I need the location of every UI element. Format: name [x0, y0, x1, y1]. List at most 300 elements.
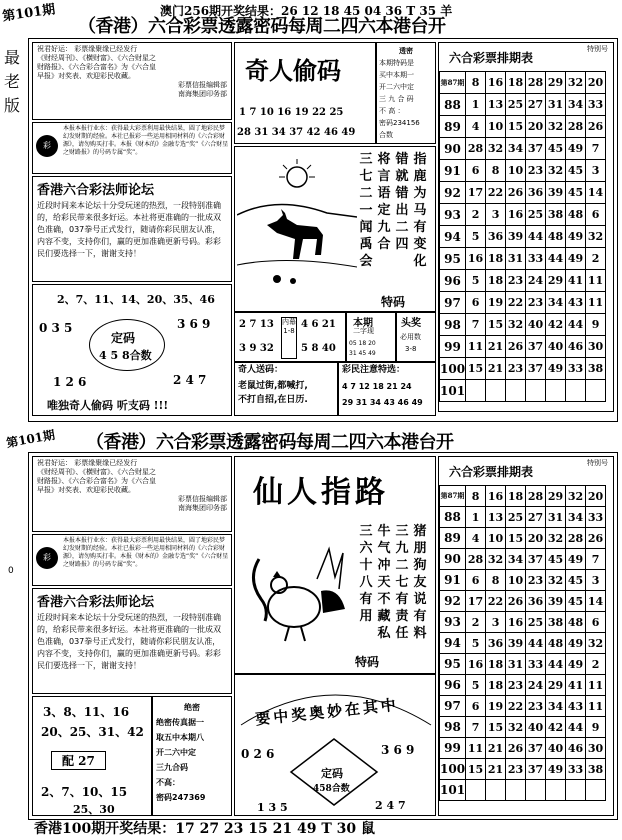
- rank-issue: 97: [440, 292, 466, 314]
- numbers-right: 3 6 9: [177, 317, 211, 331]
- rank-cell: 31: [546, 507, 566, 528]
- rank-row: [440, 358, 606, 380]
- rank-title: 六合彩票排期表: [449, 51, 534, 65]
- rank-cell: [466, 380, 486, 402]
- rank-row: [440, 549, 606, 570]
- rank-cell: [506, 380, 526, 402]
- rank-cell: 11: [466, 738, 486, 759]
- rank-issue: 101: [440, 780, 466, 801]
- rank-cell: 22: [506, 696, 526, 717]
- rank-issue: 88: [440, 94, 466, 116]
- greeting-line: 祝君好运： 彩票缘聚缘已经发行: [37, 45, 138, 53]
- rank-cell: 45: [546, 138, 566, 160]
- rank-cell: 29: [546, 270, 566, 292]
- notice-box: [32, 122, 232, 174]
- rank-cell: 38: [546, 204, 566, 226]
- left-nums: 3、8、11、16: [43, 705, 130, 719]
- rank-cell: 15: [486, 314, 506, 336]
- left-nums2: 2、7、10、15: [41, 785, 128, 799]
- rank-cell: 21: [486, 336, 506, 358]
- juemi-box: [152, 696, 232, 816]
- numbers-row1: 2、7、11、14、20、35、46: [57, 293, 215, 306]
- teji-line: 开二六中定: [379, 83, 414, 91]
- rank-row: [440, 72, 606, 94]
- bottom-greeting-box: [32, 456, 232, 532]
- rank-cell: 36: [526, 591, 546, 612]
- rank-cell: 20: [526, 528, 546, 549]
- bottom-headline: （香港）六合彩票透露密码每周二四六本港台开: [86, 432, 454, 453]
- bottom-notice-box: [32, 534, 232, 586]
- teji-box: [376, 42, 436, 144]
- greeting-line: 南海集团印务部: [178, 504, 227, 512]
- teji-line: 透密: [399, 47, 413, 55]
- rank-cell: 49: [566, 248, 586, 270]
- code-area: [234, 674, 436, 816]
- rank-row: [440, 717, 606, 738]
- rank-cell: 37: [526, 138, 546, 160]
- rank-row: [440, 570, 606, 591]
- rank-row: [440, 780, 606, 801]
- rank-row: [440, 314, 606, 336]
- rank-cell: 49: [566, 633, 586, 654]
- dm-bottom-right: 2 4 7: [375, 799, 406, 812]
- rank-cell: 23: [526, 160, 546, 182]
- rank-cell: 23: [526, 292, 546, 314]
- rank-cell: 36: [486, 633, 506, 654]
- top-corner-issue: 第101期: [1, 2, 57, 25]
- rank-cell: 27: [526, 94, 546, 116]
- rank-cell: 29: [546, 72, 566, 94]
- rank-cell: 45: [546, 549, 566, 570]
- bottom-corner-issue: 第101期: [5, 427, 56, 451]
- rank-cell: 29: [546, 675, 566, 696]
- teji-line: 本期特码是: [379, 59, 414, 67]
- poem-col: 错就错出二四: [395, 152, 409, 252]
- benqi-sub: 二字现: [353, 327, 374, 335]
- rank-table: [439, 71, 606, 402]
- secret-text2: 不打自招,在日历.: [238, 395, 308, 405]
- rank-cell: 7: [586, 549, 606, 570]
- rank-cell: 9: [586, 314, 606, 336]
- rank-cell: 26: [586, 116, 606, 138]
- rank-issue: 98: [440, 717, 466, 738]
- rank-cell: 3: [486, 612, 506, 633]
- juemi-line: 开二六中定: [156, 748, 196, 757]
- rank-cell: 23: [506, 270, 526, 292]
- rank-title: 六合彩票排期表: [449, 465, 534, 479]
- secret-box: [234, 362, 338, 416]
- rank-cell: 6: [466, 292, 486, 314]
- juemi-line: 密码247369: [156, 793, 206, 802]
- rank-row: [440, 160, 606, 182]
- rank-cell: 25: [526, 204, 546, 226]
- rank-cell: 26: [506, 182, 526, 204]
- caipiao-nums2: 29 31 34 43 46 49: [342, 398, 423, 407]
- rank-cell: 14: [586, 182, 606, 204]
- rank-cell: 33: [566, 358, 586, 380]
- greeting-box: [32, 42, 232, 120]
- teji-line: 合数: [379, 131, 393, 139]
- rank-issue: 100: [440, 759, 466, 780]
- rank-cell: 41: [566, 270, 586, 292]
- rank-cell: 23: [526, 696, 546, 717]
- rank-cell: 16: [466, 654, 486, 675]
- left-nums: 20、25、31、42: [41, 725, 144, 739]
- top-headline: （香港）六合彩票透露密码每周二四六本港台开: [78, 16, 446, 37]
- dm-value: 458合数: [313, 784, 350, 794]
- poem-col: 三七二一闻禹会: [359, 152, 373, 269]
- rank-cell: 45: [566, 570, 586, 591]
- qiren-nums1: 1 7 10 16 19 22 25: [239, 107, 344, 118]
- rank-cell: 33: [586, 507, 606, 528]
- rank-cell: 37: [526, 549, 546, 570]
- rank-cell: 6: [466, 696, 486, 717]
- rank-cell: 8: [466, 486, 486, 507]
- rank-issue: 90: [440, 549, 466, 570]
- rank-row: [440, 380, 606, 402]
- rank-cell: 34: [546, 292, 566, 314]
- rank-cell: 11: [586, 270, 606, 292]
- rank-cell: [486, 380, 506, 402]
- bottom-forum-box: [32, 588, 232, 694]
- rank-cell: 32: [586, 226, 606, 248]
- rank-row: [440, 204, 606, 226]
- rank-cell: 18: [506, 72, 526, 94]
- rank-cell: 2: [466, 612, 486, 633]
- rank-row: [440, 591, 606, 612]
- rank-cell: 44: [526, 633, 546, 654]
- poem-col: 牛气冲天不藏私: [377, 524, 391, 641]
- rank-cell: 1: [466, 94, 486, 116]
- rank-cell: 32: [566, 486, 586, 507]
- tema-label: 特码: [381, 295, 406, 309]
- rank-issue: 88: [440, 507, 466, 528]
- tema-label: 特码: [355, 655, 380, 669]
- rank-cell: 23: [506, 358, 526, 380]
- rank-cell: 31: [546, 94, 566, 116]
- rank-cell: 28: [466, 549, 486, 570]
- rank-cell: 5: [466, 226, 486, 248]
- rank-issue: 99: [440, 738, 466, 759]
- toujiang-label: 头奖: [401, 318, 421, 329]
- rank-issue: 99: [440, 336, 466, 358]
- rank-cell: 6: [466, 570, 486, 591]
- bottom-left-numbers: [32, 696, 152, 816]
- rank-cell: 19: [486, 696, 506, 717]
- benqi-label: 本期: [353, 318, 373, 329]
- rank-cell: [546, 780, 566, 801]
- dm-left: 0 2 6: [241, 747, 275, 761]
- rank-issue: 101: [440, 380, 466, 402]
- poem-col: 三九二七有责任: [395, 524, 409, 641]
- rank-issue: 89: [440, 528, 466, 549]
- lower-left-bot: 3 9 32: [239, 343, 274, 354]
- rank-cell: 10: [486, 528, 506, 549]
- rank-cell: 26: [506, 738, 526, 759]
- caipiao-box: [338, 362, 436, 416]
- rank-row: [440, 528, 606, 549]
- rank-cell: 39: [546, 591, 566, 612]
- rank-cell: 34: [566, 507, 586, 528]
- greeting-line: 早报》对奖表、欢迎彩民收藏。: [37, 486, 135, 494]
- rank-cell: 23: [506, 675, 526, 696]
- side-marker: 0: [8, 566, 14, 576]
- logo-icon: 彩: [36, 135, 58, 157]
- numbers-left: 0 3 5: [39, 321, 73, 335]
- side-label: 最老版: [4, 48, 21, 115]
- rank-cell: 32: [486, 549, 506, 570]
- rank-cell: 26: [586, 528, 606, 549]
- rank-cell: 39: [546, 182, 566, 204]
- qiren-title: 奇人偷码: [245, 56, 341, 85]
- rank-cell: 49: [546, 358, 566, 380]
- dm-right: 3 6 9: [381, 743, 415, 757]
- rank-issue: 96: [440, 675, 466, 696]
- secret-label: 奇人送码：: [238, 365, 284, 375]
- rank-cell: 39: [506, 633, 526, 654]
- rank-cell: 15: [466, 358, 486, 380]
- rank-cell: 48: [546, 633, 566, 654]
- rank-cell: 17: [466, 182, 486, 204]
- rank-cell: 32: [546, 570, 566, 591]
- greeting-line: 彩票信报编辑部: [178, 495, 227, 503]
- rank-cell: 40: [546, 336, 566, 358]
- rank-cell: 22: [506, 292, 526, 314]
- rank-cell: 32: [486, 138, 506, 160]
- rank-cell: 32: [566, 72, 586, 94]
- rank-cell: 13: [486, 507, 506, 528]
- bottom-result-line: 香港100期开奖结果：17 27 23 15 21 49 T 30 鼠: [34, 821, 376, 837]
- rank-row: [440, 696, 606, 717]
- rank-cell: 45: [566, 160, 586, 182]
- rank-cell: 28: [566, 528, 586, 549]
- rank-cell: 25: [506, 94, 526, 116]
- rank-cell: 37: [526, 738, 546, 759]
- rank-cell: 34: [506, 138, 526, 160]
- poem-col: 三六十八有用: [359, 524, 373, 624]
- rank-cell: [526, 380, 546, 402]
- forum-title: 香港六合彩法师论坛: [37, 183, 155, 198]
- rank-cell: 40: [526, 717, 546, 738]
- rank-cell: 49: [566, 654, 586, 675]
- notice-text: 本报本报行业水：获得最大彩票利用最快结果，圆了地彩民梦幻发财期的经验。本社已报彩一些运用相同材料的《六合彩财源》，请勿购买打非。本报《财本的》金融专选“奖”《六合财星之财路报》的号码专属“奖”。: [63, 125, 229, 156]
- rank-row: [440, 226, 606, 248]
- rank-issue: 95: [440, 654, 466, 675]
- rank-cell: 32: [586, 633, 606, 654]
- rank-cell: 28: [566, 116, 586, 138]
- rank-cell: 37: [526, 759, 546, 780]
- xianren-box: [234, 456, 436, 674]
- rank-issue: 97: [440, 696, 466, 717]
- arc-line: [235, 675, 437, 735]
- rank-issue: 89: [440, 116, 466, 138]
- rank-cell: 20: [586, 72, 606, 94]
- rank-cell: 22: [486, 591, 506, 612]
- rank-cell: 15: [466, 759, 486, 780]
- rank-row: [440, 270, 606, 292]
- forum-body: 近段时间来本论坛十分受玩迷的热烈，一段特别准确的，给彩民带来很多好运。本社将更准确的一批成双色准确，037拳号正式发行，随请你彩民朋友认准，内容不变，支持你们，赢的更加准确更新号码。彩彩民们要选择一下，谢谢支持！: [37, 201, 221, 258]
- xianren-title: 仙人指路: [253, 475, 389, 510]
- greeting-line: 财路报》、《六合彩合富名》为《六合皇: [37, 63, 156, 71]
- teji-line: 不 高 ：: [379, 107, 405, 115]
- rank-cell: 5: [466, 633, 486, 654]
- arc-text: 要中奖奥妙在其中: [254, 695, 400, 729]
- rank-cell: 8: [486, 570, 506, 591]
- lower-mid-center: [281, 317, 297, 359]
- rank-cell: 11: [586, 675, 606, 696]
- left-nums3: 25、30: [73, 803, 115, 816]
- rank-row: [440, 738, 606, 759]
- rank-cell: 36: [486, 226, 506, 248]
- rank-issue: 91: [440, 160, 466, 182]
- rank-cell: 28: [466, 138, 486, 160]
- rank-cell: 44: [566, 717, 586, 738]
- rank-cell: [586, 380, 606, 402]
- rank-cell: 36: [526, 182, 546, 204]
- rank-cell: 39: [506, 226, 526, 248]
- rank-cell: 18: [486, 675, 506, 696]
- rank-cell: 18: [486, 654, 506, 675]
- juemi-line: 不高：: [156, 778, 180, 787]
- rank-row: [440, 138, 606, 160]
- rank-cell: 33: [526, 654, 546, 675]
- rank-cell: 4: [466, 528, 486, 549]
- numbers-bottom-right: 2 4 7: [173, 373, 207, 387]
- rank-issue: 93: [440, 204, 466, 226]
- rank-issue: 98: [440, 314, 466, 336]
- rank-cell: 11: [586, 696, 606, 717]
- secret-text1: 老鼠过街,都喊打,: [238, 381, 308, 391]
- rank-row: [440, 759, 606, 780]
- poem-col: 将言语定九合: [377, 152, 391, 252]
- rank-cell: 48: [566, 204, 586, 226]
- rank-cell: 16: [506, 612, 526, 633]
- rank-cell: 40: [526, 314, 546, 336]
- numbers-footer: 唯独奇人偷码 听支码 !!!: [47, 399, 169, 412]
- teji-line: 买中本期一: [379, 71, 414, 79]
- rank-cell: 2: [586, 654, 606, 675]
- dm-bottom-left: 1 3 5: [257, 801, 288, 814]
- rank-cell: 33: [566, 759, 586, 780]
- code-value: 4 5 8合数: [99, 349, 152, 362]
- rank-cell: 37: [526, 358, 546, 380]
- rooster-illustration: [239, 529, 349, 659]
- rank-cell: 49: [566, 549, 586, 570]
- rank-cell: 33: [586, 94, 606, 116]
- teji-line: 密码234156: [379, 119, 420, 127]
- rank-cell: 15: [506, 116, 526, 138]
- rank-cell: [526, 780, 546, 801]
- rank-cell: 49: [566, 138, 586, 160]
- top-result-line: 澳门256期开奖结果：26 12 18 45 04 36 T 35 羊: [160, 4, 453, 18]
- rank-cell: 44: [566, 314, 586, 336]
- rank-cell: 48: [566, 612, 586, 633]
- rank-cell: [486, 780, 506, 801]
- rank-cell: 44: [546, 248, 566, 270]
- toujiang-val: 3-8: [405, 345, 417, 353]
- lower-mid-center-text: 内幕1-8: [282, 318, 296, 335]
- rank-row: [440, 336, 606, 358]
- lower-mid-bot: 5 8 40: [301, 343, 336, 354]
- rank-cell: 16: [466, 248, 486, 270]
- lower-mid-top: 4 6 21: [301, 319, 336, 330]
- lower-left-top: 2 7 13: [239, 319, 274, 330]
- rank-cell: 45: [566, 182, 586, 204]
- rank-cell: 8: [466, 72, 486, 94]
- rank-cell: 7: [466, 717, 486, 738]
- benqi-box: [346, 312, 396, 362]
- rank-cell: 25: [526, 612, 546, 633]
- rank-cell: 20: [526, 116, 546, 138]
- rank-cell: 40: [546, 738, 566, 759]
- rank-cell: 34: [546, 696, 566, 717]
- rank-cell: 24: [526, 675, 546, 696]
- rank-cell: [546, 380, 566, 402]
- rank-cell: 34: [506, 549, 526, 570]
- rank-cell: 10: [506, 160, 526, 182]
- rank-cell: 34: [566, 94, 586, 116]
- rank-cell: 32: [506, 717, 526, 738]
- rank-cell: 32: [546, 160, 566, 182]
- rank-row: [440, 486, 606, 507]
- rank-cell: 37: [526, 336, 546, 358]
- rank-cell: 23: [506, 759, 526, 780]
- rank-cell: 42: [546, 314, 566, 336]
- rank-issue: 92: [440, 591, 466, 612]
- rank-row: [440, 116, 606, 138]
- greeting-line: 《财经周刊》、《横财富》、《六合财星之: [37, 54, 156, 62]
- rank-cell: 31: [506, 248, 526, 270]
- rank-cell: 21: [486, 738, 506, 759]
- rank-cell: 38: [546, 612, 566, 633]
- rank-cell: 26: [506, 591, 526, 612]
- rank-cell: 16: [486, 486, 506, 507]
- rank-cell: 44: [546, 654, 566, 675]
- rank-cell: 42: [546, 717, 566, 738]
- rank-issue: 94: [440, 633, 466, 654]
- rank-cell: 43: [566, 696, 586, 717]
- rank-cell: 25: [506, 507, 526, 528]
- notice-text: 本报本报行业水：获得最大彩票利用最快结果，圆了地彩民梦幻发财期的经验。本社已报彩一些运用相同材料的《六合彩财源》，请勿购买打非。本报《财本的》金融专选“奖”《六合财星之财路报》的号码专属“奖”。: [63, 537, 229, 568]
- rank-cell: 3: [486, 204, 506, 226]
- rank-cell: 23: [526, 570, 546, 591]
- rank-cell: 6: [586, 204, 606, 226]
- rank-cell: 5: [466, 270, 486, 292]
- pei-label: 配 27: [51, 751, 106, 770]
- rank-corner: 特别号: [587, 459, 608, 467]
- teji-line: 三 九 合 码: [379, 95, 414, 103]
- toujiang-box: [396, 312, 436, 362]
- rank-cell: 6: [466, 160, 486, 182]
- rank-cell: 24: [526, 270, 546, 292]
- rank-row: [440, 654, 606, 675]
- rank-cell: 32: [546, 528, 566, 549]
- rank-issue: 93: [440, 612, 466, 633]
- benqi-nums1: 05 18 20: [349, 340, 376, 347]
- juemi-line: 三九合码: [156, 763, 188, 772]
- rank-cell: 33: [526, 248, 546, 270]
- logo-icon: 彩: [36, 547, 58, 569]
- forum-box: [32, 176, 232, 282]
- rank-row: [440, 182, 606, 204]
- rank-cell: 28: [526, 486, 546, 507]
- juemi-line: 绝密: [184, 703, 200, 712]
- rank-cell: 4: [466, 116, 486, 138]
- rank-cell: 38: [586, 358, 606, 380]
- rank-cell: 9: [586, 717, 606, 738]
- rank-cell: 14: [586, 591, 606, 612]
- rank-row: [440, 94, 606, 116]
